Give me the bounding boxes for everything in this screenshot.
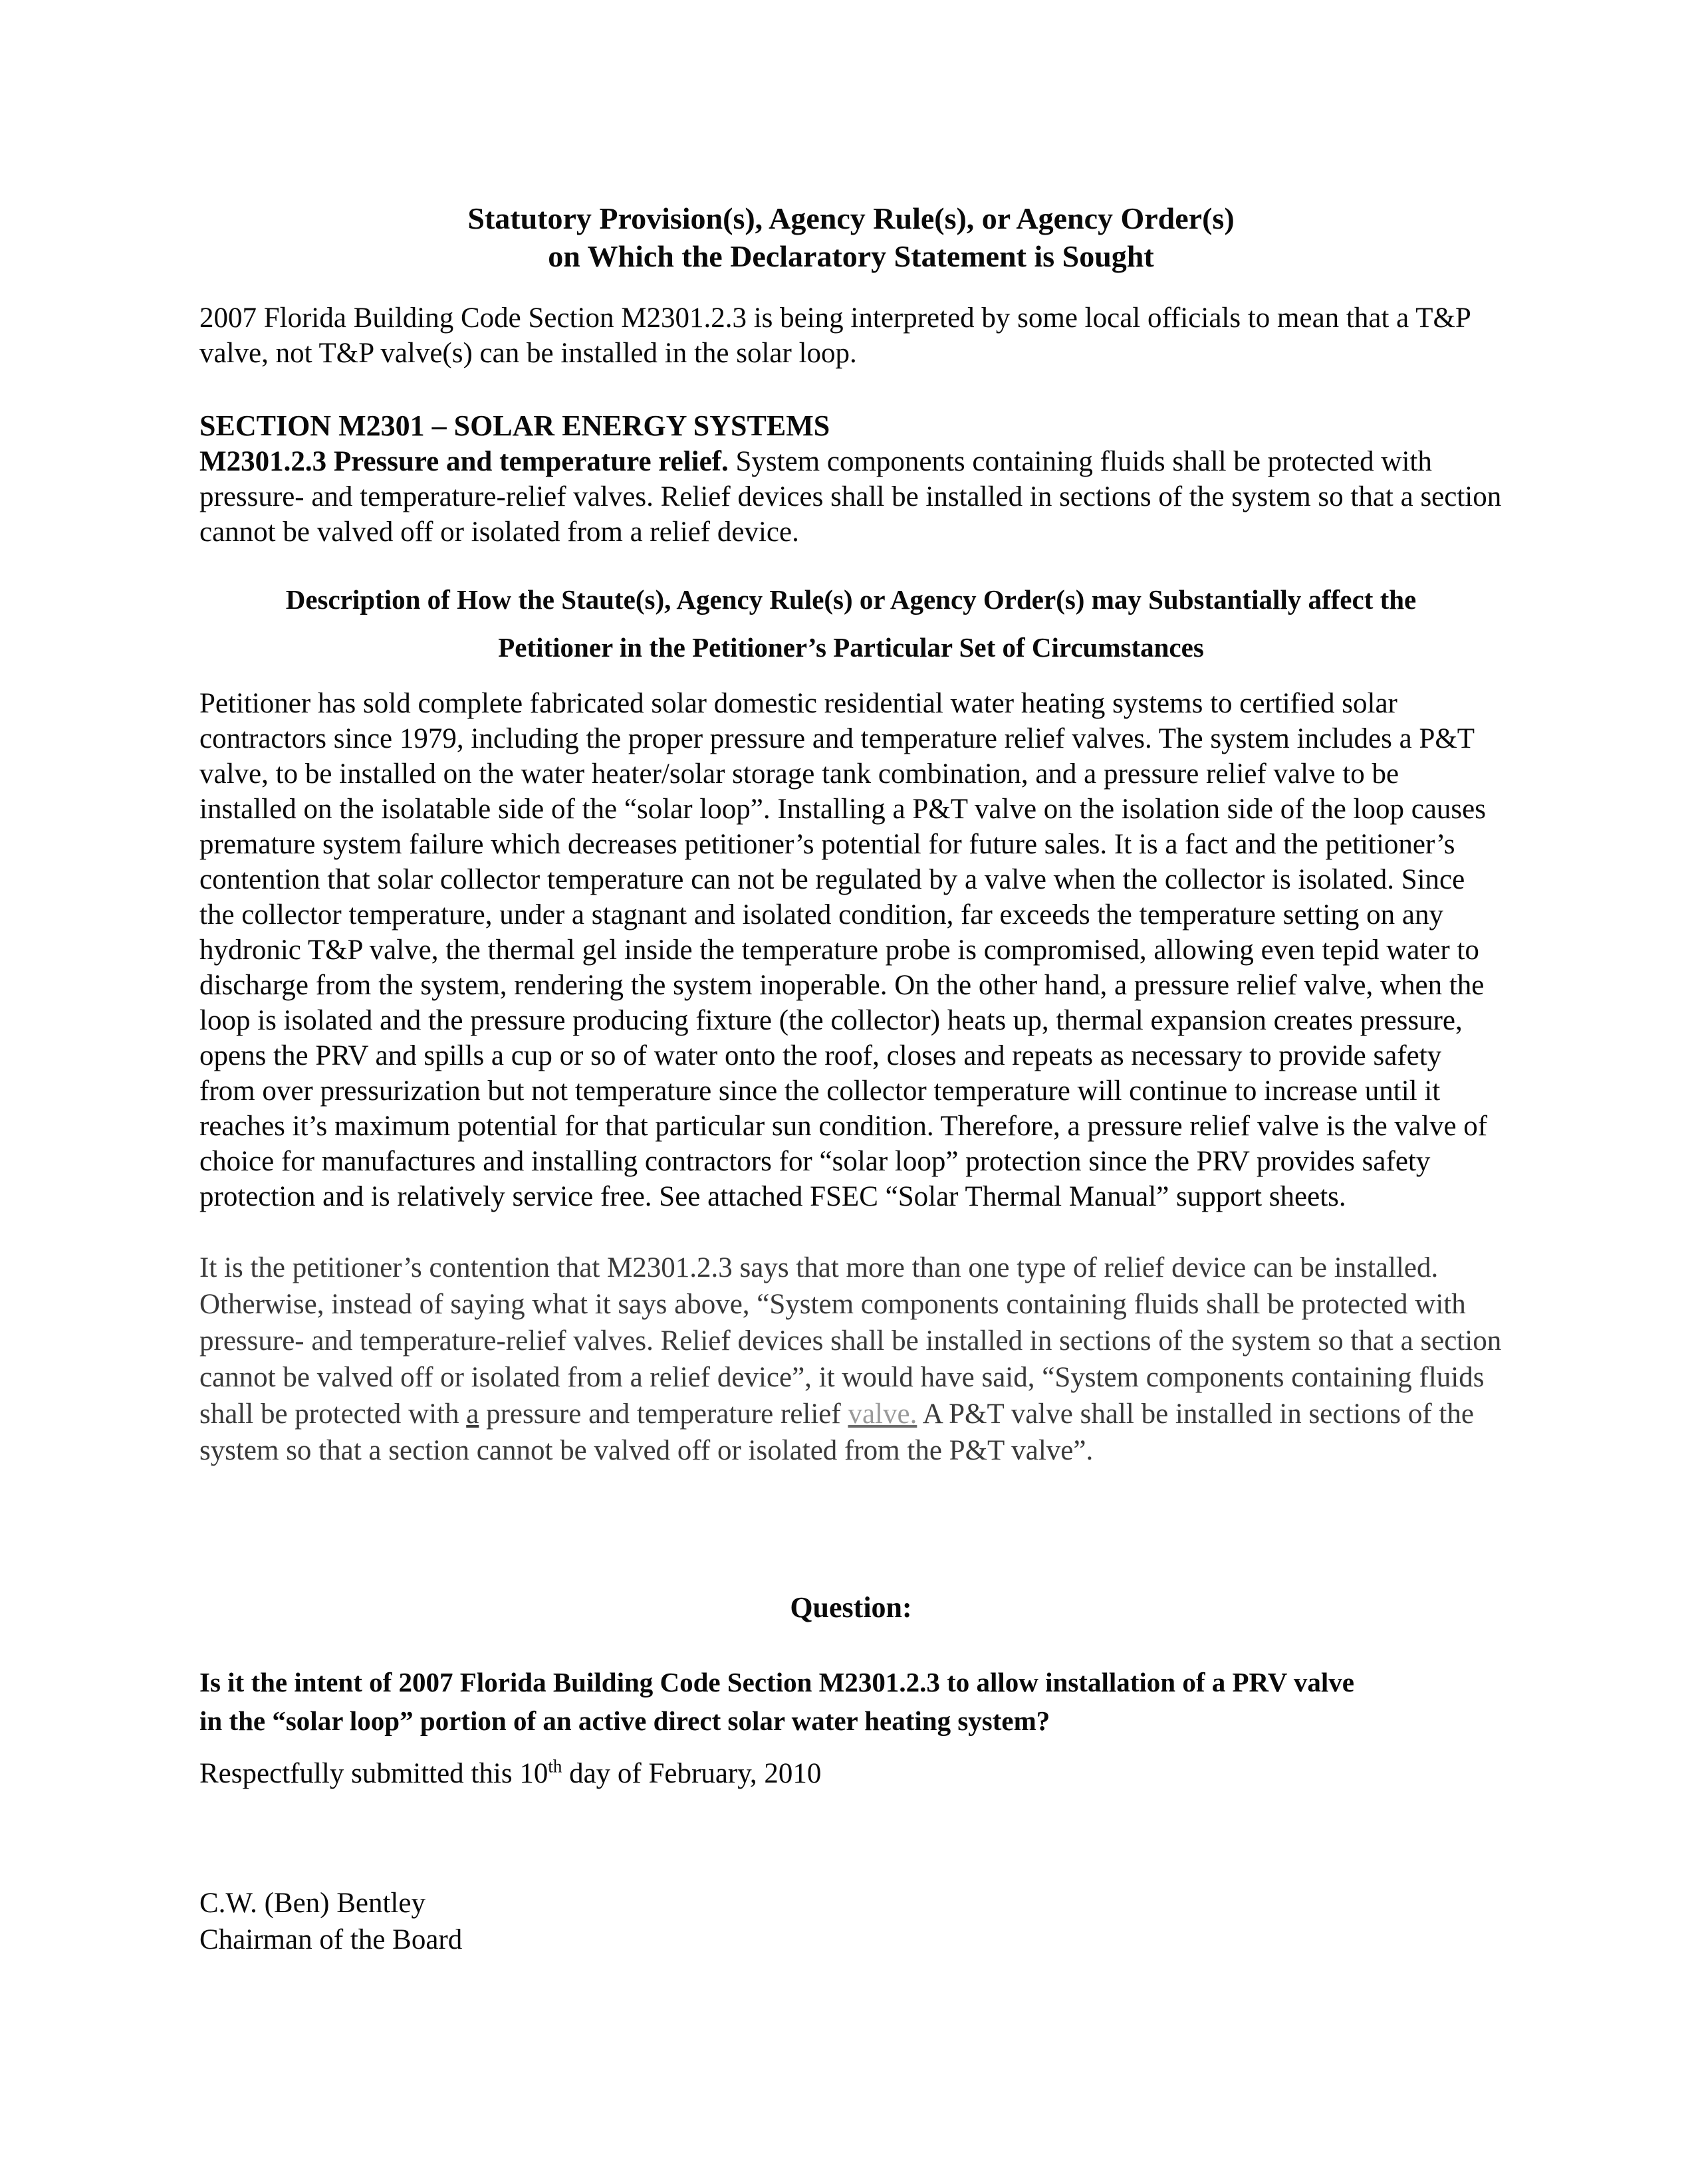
document-title (199, 199, 1503, 275)
description-heading-line-1: Description of How the Staute(s), Agency Rule(s) or Agency Order(s) may Substantially affect the (285, 584, 1417, 615)
signature-title: Chairman of the Board (199, 1924, 463, 1955)
submission-text-pre: Respectfully submitted this 10 (199, 1758, 548, 1789)
signature-name: C.W. (Ben) Bentley (199, 1888, 425, 1919)
question-line-1: Is it the intent of 2007 Florida Building Code Section M2301.2.3 to allow installation of a PRV valve (199, 1667, 1354, 1697)
title-line-1: Statutory Provision(s), Agency Rule(s), or Agency Order(s) (467, 201, 1235, 235)
submission-text-post: day of February, 2010 (562, 1758, 822, 1789)
contention-underlined-valve: valve. (848, 1398, 917, 1430)
code-paragraph-lead: M2301.2.3 Pressure and temperature relief. (199, 446, 729, 477)
code-paragraph (199, 444, 1503, 550)
contention-segment-5: A P&T valve shall be installed in sections of the system so that a section cannot be valved off or isolated from the P&T valve”. (199, 1398, 1474, 1466)
description-heading-line-2: Petitioner in the Petitioner’s Particular Set of Circumstances (498, 632, 1204, 663)
contention-segment-3: pressure and temperature relief (479, 1398, 848, 1430)
code-paragraph-body: System components containing fluids shall be protected with pressure- and temperature-relief valves. Relief devices shall be installed in sections of the system so that a section cannot be valved off or isolated from a relief device. (199, 446, 1502, 548)
question-paragraph (199, 1663, 1503, 1740)
intro-paragraph: 2007 Florida Building Code Section M2301.2.3 is being interpreted by some local officials to mean that a T&P valve, not T&P valve(s) can be installed in the solar loop. (199, 302, 1471, 369)
code-section-heading: SECTION M2301 – SOLAR ENERGY SYSTEMS (199, 409, 830, 442)
petitioner-paragraph: Petitioner has sold complete fabricated solar domestic residential water heating systems to certified solar contractors since 1979, including the proper pressure and temperature relief valves. The system includes a P&T valve, to be installed on the water heater/solar storage tank combination, and a pressure relief valve to be installed on the isolatable side of the “solar loop”. Installing a P&T valve on the isolation side of the loop causes premature system failure which decreases petitioner’s potential for future sales. It is a fact and the petitioner’s contention that solar collector temperature can not be regulated by a valve when the collector is isolated. Since the collector temperature, under a stagnant and isolated condition, far exceeds the temperature setting on any hydronic T&P valve, the thermal gel inside the temperature probe is compromised, allowing even tepid water to discharge from the system, rendering the system inoperable. On the other hand, a pressure relief valve, when the loop is isolated and the pressure producing fixture (the collector) heats up, thermal expansion creates pressure, opens the PRV and spills a cup or so of water onto the roof, closes and repeats as necessary to provide safety from over pressurization but not temperature since the collector temperature will continue to increase until it reaches it’s maximum potential for that particular sun condition. Therefore, a pressure relief valve is the valve of choice for manufactures and installing contractors for “solar loop” protection since the PRV provides safety protection and is relatively service free. See attached FSEC “Solar Thermal Manual” support sheets. (199, 688, 1488, 1212)
description-heading (199, 576, 1503, 671)
signature-block (199, 1885, 1503, 1958)
submission-line (199, 1756, 1503, 1791)
contention-segment-1: It is the petitioner’s contention that M2301.2.3 says that more than one type of relief device can be installed. Otherwise, instead of saying what it says above, “System components containing fluids shall be protected with pressure- and temperature-relief valves. Relief devices shall be installed in sections of the system so that a section cannot be valved off or isolated from a relief device”, it would have said, “System components containing fluids shall be protected with (199, 1252, 1502, 1430)
contention-underlined-a: a (466, 1398, 479, 1430)
submission-ordinal-suffix: th (548, 1756, 562, 1777)
title-line-2: on Which the Declaratory Statement is Sought (548, 239, 1154, 273)
contention-paragraph (199, 1250, 1503, 1469)
question-heading: Question: (790, 1591, 912, 1624)
question-line-2: in the “solar loop” portion of an active direct solar water heating system? (199, 1705, 1050, 1736)
